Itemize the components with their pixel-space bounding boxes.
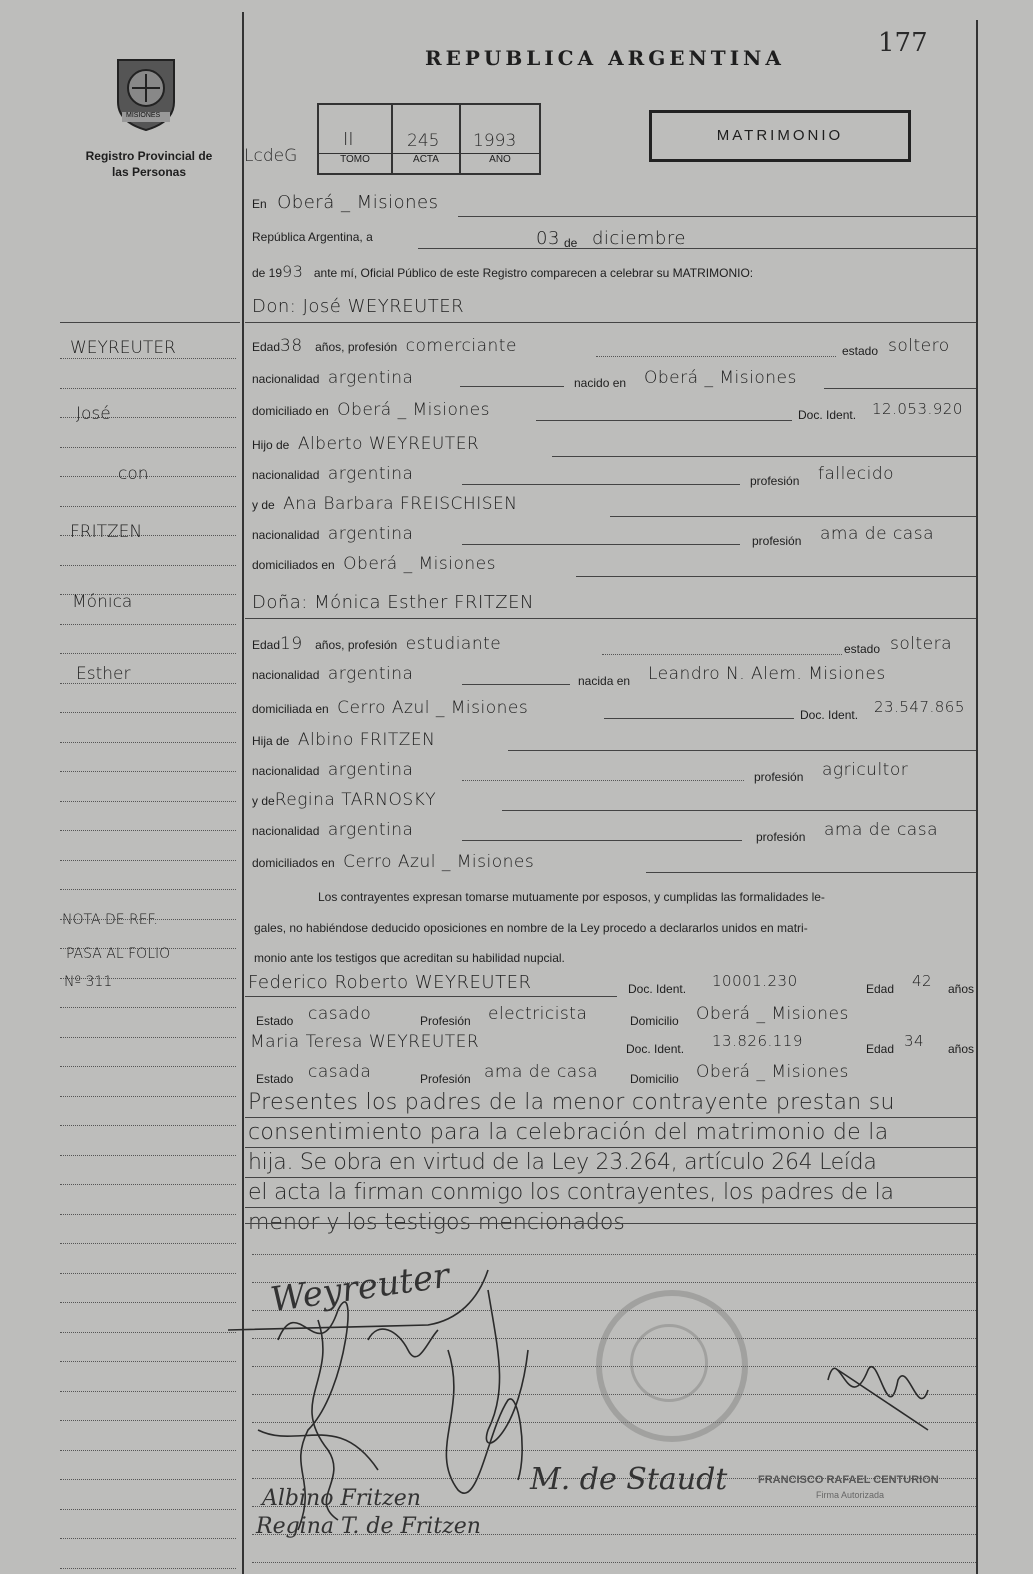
- groom-doc-label: Doc. Ident.: [798, 408, 857, 422]
- margin-note-3: Nº 311: [64, 974, 113, 990]
- date-day: 03: [536, 228, 560, 249]
- margin-surname-2: FRITZEN: [70, 522, 143, 542]
- rule: [418, 248, 976, 249]
- registry-name: Registro Provincial de las Personas: [85, 149, 213, 179]
- margin-rule: [60, 889, 236, 890]
- witness1-name: Federico Roberto WEYREUTER: [248, 972, 532, 993]
- groom-domicilio: Oberá _ Misiones: [337, 400, 490, 420]
- margin-rule: [60, 1007, 236, 1008]
- margin-rule: [60, 565, 236, 566]
- margin-note-1: NOTA DE REF.: [62, 912, 158, 928]
- bride-profesion: estudiante: [405, 634, 502, 654]
- anio-label: AÑO: [461, 153, 539, 165]
- rule: [610, 516, 976, 517]
- rule: [245, 322, 976, 323]
- groom-nacido: Oberá _ Misiones: [644, 368, 797, 388]
- margin-rule: [60, 1391, 236, 1392]
- acta-value: 245: [407, 131, 440, 151]
- groom-padre: Alberto WEYREUTER: [297, 434, 480, 454]
- groom-hijo-label: Hijo de: [252, 438, 290, 452]
- note-line-3: hija. Se obra en virtud de la Ley 23.264, artículo 264 Leída: [248, 1150, 877, 1175]
- rule: [245, 1117, 976, 1118]
- margin-rule: [60, 358, 236, 359]
- witness1-profesion: electricista: [488, 1004, 588, 1024]
- officer-role: Firma Autorizada: [816, 1490, 885, 1500]
- tomo-value: II: [343, 129, 354, 150]
- groom-nacido-label: nacido en: [574, 376, 627, 390]
- groom-doms-label: domiciliados en: [252, 558, 335, 572]
- statement-line-2: gales, no habiéndose deducido oposiciones en nombre de la Ley procedo a declararlos unidos en matri-: [254, 921, 808, 935]
- rule: [604, 718, 794, 719]
- seal-text: MISIONES: [126, 112, 161, 119]
- margin-rule: [60, 1332, 236, 1333]
- margin-rule: [60, 830, 236, 831]
- groom-estado: soltero: [888, 336, 950, 356]
- margin-rule: [60, 1243, 236, 1244]
- witness1-domicilio: Oberá _ Misiones: [696, 1004, 849, 1024]
- margin-rule: [60, 653, 236, 654]
- groom-padre-nac: argentina: [327, 464, 414, 484]
- margin-rule: [60, 860, 236, 861]
- witness1-anos-label: años: [948, 982, 975, 996]
- rule: [502, 810, 976, 811]
- rule: [462, 484, 740, 485]
- bride-edad: 19: [280, 634, 303, 654]
- groom-madre-nac-label: nacionalidad: [252, 528, 320, 542]
- groom-nacionalidad: argentina: [327, 368, 414, 388]
- groom-nac-label: nacionalidad: [252, 372, 320, 386]
- witness2-name: Maria Teresa WEYREUTER: [250, 1032, 480, 1052]
- witness2-profesion: ama de casa: [484, 1062, 598, 1082]
- rule: [824, 388, 976, 389]
- margin-rule: [60, 1273, 236, 1274]
- groom-padres-dom: Oberá _ Misiones: [343, 554, 496, 574]
- margin-rule: [60, 742, 236, 743]
- rule: [245, 1223, 976, 1224]
- margin-rule: [60, 1066, 236, 1067]
- bride-padre-prof: agricultor: [822, 760, 909, 780]
- witness1-estado-label: Estado: [256, 1014, 294, 1028]
- witness1-edad-label: Edad: [866, 982, 895, 996]
- intro-text: ante mí, Oficial Público de este Registro comparecen a celebrar su MATRIMONIO:: [313, 266, 754, 280]
- officer-name: FRANCISCO RAFAEL CENTURION: [758, 1474, 939, 1486]
- margin-given-1: José: [76, 404, 111, 424]
- date-year: 93: [282, 262, 304, 281]
- page-number: 177: [878, 28, 928, 58]
- groom-anos-label: años, profesión: [315, 340, 398, 354]
- country-title: REPUBLICA ARGENTINA: [425, 46, 785, 70]
- bride-madre: Regina TARNOSKY: [274, 790, 437, 810]
- witness1-doc: 10001.230: [712, 972, 798, 990]
- margin-surname-1: WEYREUTER: [70, 338, 176, 358]
- rule: [536, 420, 792, 421]
- witness2-estado: casada: [308, 1062, 372, 1082]
- witness2-domicilio: Oberá _ Misiones: [696, 1062, 849, 1082]
- margin-rule: [60, 624, 236, 625]
- margin-rule: [60, 1125, 236, 1126]
- witness1-dom-label: Domicilio: [630, 1014, 679, 1028]
- witness1-estado: casado: [308, 1004, 372, 1024]
- en-label: En: [252, 197, 267, 211]
- bride-padres-dom: Cerro Azul _ Misiones: [343, 852, 535, 872]
- groom-dom-label: domiciliado en: [252, 404, 329, 418]
- bride-estado: soltera: [890, 634, 953, 654]
- bride-nacida-label: nacida en: [578, 674, 631, 688]
- bride-edad-label: Edad: [252, 638, 281, 652]
- margin-note-2: PASA AL FOLIO: [66, 946, 171, 962]
- bride-nacida: Leandro N. Alem. Misiones: [648, 664, 886, 684]
- bride-yde-label: y de: [252, 794, 275, 808]
- margin-rule: [60, 1214, 236, 1215]
- margin-rule: [60, 1479, 236, 1480]
- margin-rule: [60, 1302, 236, 1303]
- note-line-2: consentimiento para la celebración del matrimonio de la: [248, 1120, 889, 1145]
- rule: [646, 872, 976, 873]
- margin-rule: [60, 506, 236, 507]
- margin-rule: [60, 1568, 236, 1569]
- margin-rule: [60, 1096, 236, 1097]
- rule: [602, 654, 842, 655]
- date-month: diciembre: [592, 228, 686, 249]
- signature-regina: Regina T. de Fritzen: [256, 1514, 481, 1539]
- signature-top: Weyreuter: [268, 1255, 452, 1321]
- groom-padre-nac-label: nacionalidad: [252, 468, 320, 482]
- year-prefix: de 19: [252, 266, 283, 280]
- statement-line-1: Los contrayentes expresan tomarse mutuamente por esposos, y cumplidas las formalidades le-: [318, 890, 825, 904]
- bride-madre-prof-label: profesión: [756, 830, 806, 844]
- bride-madre-nac: argentina: [327, 820, 414, 840]
- margin-rule: [60, 1155, 236, 1156]
- groom-name: Don: José WEYREUTER: [252, 296, 465, 317]
- witness2-dom-label: Domicilio: [630, 1072, 679, 1086]
- place-value: Oberá _ Misiones: [277, 192, 439, 213]
- groom-madre-prof: ama de casa: [820, 524, 934, 544]
- rule: [460, 386, 564, 387]
- rule: [252, 1562, 976, 1563]
- groom-madre-nac: argentina: [327, 524, 414, 544]
- bride-anos-label: años, profesión: [315, 638, 398, 652]
- rule: [458, 216, 976, 217]
- rule: [245, 1147, 976, 1148]
- groom-estado-label: estado: [842, 344, 879, 358]
- rule: [462, 544, 740, 545]
- bride-doc-label: Doc. Ident.: [800, 708, 859, 722]
- bride-domicilio: Cerro Azul _ Misiones: [337, 698, 529, 718]
- act-type-box: [649, 110, 911, 162]
- rule: [508, 750, 976, 751]
- bride-doms-label: domiciliados en: [252, 856, 335, 870]
- signature-albino: Albino Fritzen: [262, 1486, 421, 1511]
- margin-rule: [60, 801, 236, 802]
- seal-emblem: [108, 52, 184, 132]
- rule: [245, 1177, 976, 1178]
- witness2-edad: 34: [904, 1032, 925, 1050]
- margin-given-2: Mónica: [72, 592, 133, 612]
- margin-rule: [60, 447, 236, 448]
- margin-rule: [60, 388, 236, 389]
- tomo-label: TOMO: [319, 153, 391, 165]
- bride-hija-label: Hija de: [252, 734, 290, 748]
- witness1-edad: 42: [912, 972, 933, 990]
- rule: [245, 618, 976, 619]
- margin-rule: [60, 1450, 236, 1451]
- witness2-prof-label: Profesión: [420, 1072, 471, 1086]
- tomo-acta-box: [317, 103, 541, 175]
- witness1-doc-label: Doc. Ident.: [628, 982, 687, 996]
- act-type: MATRIMONIO: [716, 127, 844, 144]
- bride-estado-label: estado: [844, 642, 881, 656]
- groom-yde-label: y de: [252, 498, 275, 512]
- margin-given-3: Esther: [76, 664, 131, 684]
- bride-madre-prof: ama de casa: [824, 820, 938, 840]
- republic-label: República Argentina, a: [252, 230, 373, 244]
- groom-edad: 38: [280, 336, 303, 356]
- margin-rule: [60, 1420, 236, 1421]
- margin-rule: [60, 771, 236, 772]
- rule: [462, 780, 744, 781]
- groom-madre: Ana Barbara FREISCHISEN: [283, 494, 518, 514]
- note-line-1: Presentes los padres de la menor contrayente prestan su: [248, 1090, 895, 1115]
- anio-value: 1993: [473, 131, 517, 151]
- note-line-4: el acta la firman conmigo los contrayentes, los padres de la: [248, 1180, 894, 1205]
- groom-doc: 12.053.920: [872, 400, 963, 418]
- margin-rule: [60, 1538, 236, 1539]
- margin-rule: [60, 712, 236, 713]
- rule: [552, 456, 976, 457]
- groom-padre-prof: fallecido: [818, 464, 895, 484]
- rule: [245, 996, 617, 997]
- bride-padre-nac-label: nacionalidad: [252, 764, 320, 778]
- acta-label: ACTA: [393, 153, 459, 165]
- groom-madre-prof-label: profesión: [752, 534, 802, 548]
- bride-doc: 23.547.865: [874, 698, 965, 716]
- bride-padre: Albino FRITZEN: [297, 730, 436, 750]
- witness2-estado-label: Estado: [256, 1072, 294, 1086]
- groom-padre-prof-label: profesión: [750, 474, 800, 488]
- bride-madre-nac-label: nacionalidad: [252, 824, 320, 838]
- witness2-anos-label: años: [948, 1042, 975, 1056]
- statement-line-3: monio ante los testigos que acreditan su habilidad nupcial.: [254, 951, 565, 965]
- margin-rule: [60, 1037, 236, 1038]
- margin-rule: [60, 1184, 236, 1185]
- bride-nac-label: nacionalidad: [252, 668, 320, 682]
- rule: [462, 840, 742, 841]
- bride-dom-label: domiciliada en: [252, 702, 329, 716]
- rule: [245, 1207, 976, 1208]
- bride-name: Doña: Mónica Esther FRITZEN: [252, 592, 534, 613]
- rule: [462, 684, 570, 685]
- witness2-edad-label: Edad: [866, 1042, 895, 1056]
- witness2-doc: 13.826.119: [712, 1032, 803, 1050]
- date-de: de: [564, 236, 578, 250]
- rule: [596, 356, 836, 357]
- groom-edad-label: Edad: [252, 340, 281, 354]
- bride-nacionalidad: argentina: [327, 664, 414, 684]
- margin-con: con: [118, 464, 149, 484]
- witness2-doc-label: Doc. Ident.: [626, 1042, 685, 1056]
- prefix-code: LcdeG: [244, 146, 298, 166]
- note-line-5: menor y los testigos mencionados: [248, 1210, 625, 1235]
- margin-rule: [60, 1361, 236, 1362]
- bride-padre-prof-label: profesión: [754, 770, 804, 784]
- groom-profesion: comerciante: [405, 336, 517, 356]
- bride-padre-nac: argentina: [327, 760, 414, 780]
- signature-mid: M. de Staudt: [530, 1462, 728, 1497]
- margin-rule: [60, 322, 240, 323]
- witness1-prof-label: Profesión: [420, 1014, 471, 1028]
- margin-rule: [60, 1509, 236, 1510]
- rule: [576, 576, 976, 577]
